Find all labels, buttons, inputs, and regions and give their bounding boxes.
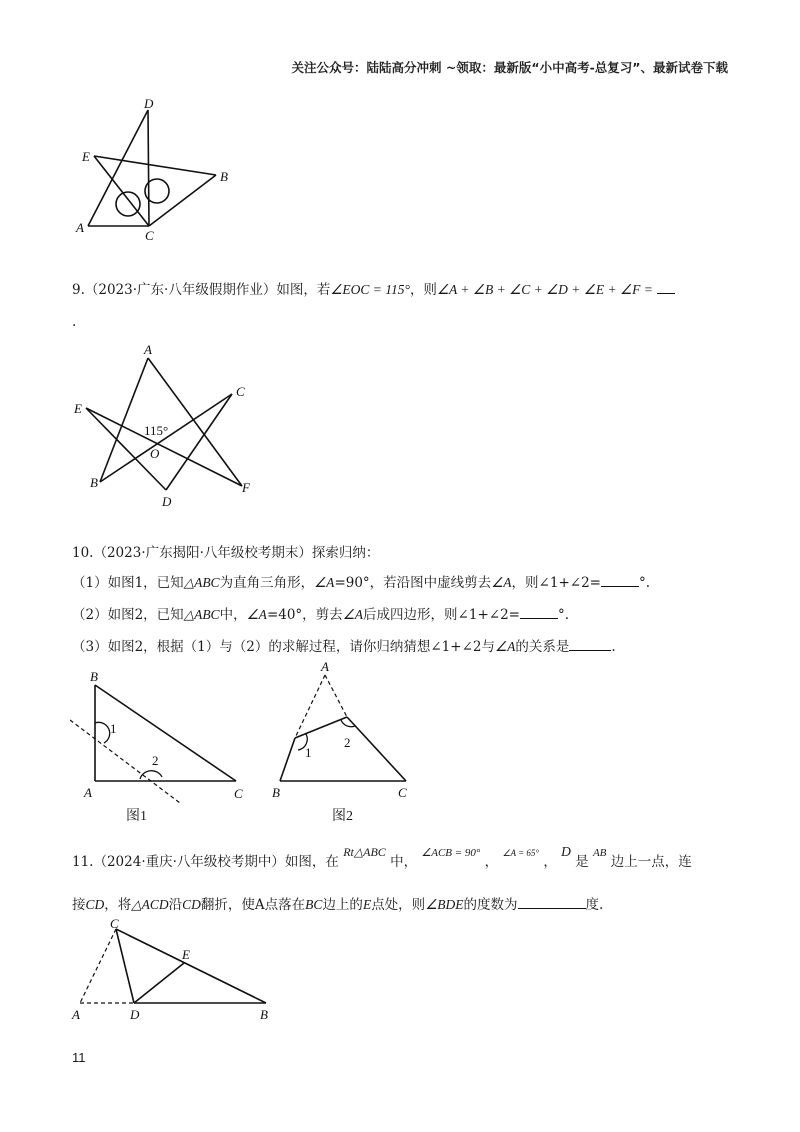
page-header: 关注公众号：陆陆高分冲刺 ~领取：最新版“小中高考-总复习”、最新试卷下载 [291, 60, 728, 75]
figure-q10-1 [70, 665, 270, 815]
label-O: O [150, 446, 160, 461]
angle-number-2: 2 [344, 735, 351, 750]
figure-q10-2-quadrilateral [280, 717, 406, 781]
label-C: C [234, 786, 243, 801]
angle-number-2: 2 [152, 753, 159, 768]
angle-a: ∠A = 65° [502, 848, 540, 858]
answer-blank-11[interactable] [518, 896, 586, 909]
figure-q8 [70, 98, 270, 258]
angle-number-1: 1 [305, 745, 312, 760]
label-A: A [321, 659, 329, 674]
question-9: 9.（2023·广东·八年级假期作业）如图，若∠EOC = 115°，则∠A + ∠B + ∠C + ∠D + ∠E + ∠F = [72, 278, 675, 298]
figure-q11-lines [116, 929, 266, 1003]
label-B: B [90, 669, 98, 684]
angle-number-1: 1 [110, 721, 117, 736]
label-B: B [90, 475, 98, 490]
question-11-line-2: 接CD，将△ACD沿CD翻折，使A点落在BC边上的E点处，则∠BDE的度数为 度. [72, 897, 604, 913]
page-number: 11 [72, 1050, 86, 1065]
label-F: F [242, 480, 250, 495]
label-B: B [220, 169, 228, 184]
label-C: C [110, 916, 119, 931]
figure-q11 [70, 915, 290, 1025]
label-C: C [398, 785, 407, 800]
label-A: A [76, 220, 84, 235]
label-E: E [82, 149, 90, 164]
question-10-part-1: （1）如图1，已知△ABC为直角三角形，∠A=90°，若沿图中虚线剪去∠A，则∠1+∠2= °. [72, 575, 651, 591]
question-10-title: 10.（2023·广东揭阳·八年级校考期末）探索归纳： [72, 545, 380, 561]
label-A: A [84, 785, 92, 800]
label-B: B [260, 1007, 268, 1022]
label-C: C [145, 228, 154, 243]
answer-blank-10-3[interactable] [569, 638, 611, 651]
given-angle: ∠EOC = 115° [330, 282, 410, 297]
question-11-line-1: 11.（2024·重庆·八年级校考期中）如图，在 Rt△ABC 中， $^{\angle ACB = 90^\circ}$ ， $^{\angle A = 65^\circ}$ ， D 是 $^{AB}$ 边上一点，连 [72, 844, 692, 870]
dashed-right [325, 675, 347, 717]
angle-sum-expression: ∠A + ∠B + ∠C + ∠D + ∠E + ∠F = [436, 282, 653, 297]
label-E: E [182, 947, 190, 962]
label-D: D [130, 1007, 140, 1022]
answer-blank-10-2[interactable] [520, 606, 558, 619]
label-D: D [144, 98, 154, 111]
figure-q10-2 [268, 655, 438, 815]
question-10-part-2: （2）如图2，已知△ABC中，∠A=40°，剪去∠A后成四边形，则∠1+∠2= °. [72, 607, 570, 623]
label-C: C [236, 384, 245, 399]
figure-2-caption: 图2 [332, 809, 353, 824]
question-9-end: . [72, 314, 77, 330]
rt-triangle: Rt△ABC [343, 845, 386, 859]
label-E: E [74, 401, 82, 416]
label-B: B [272, 785, 280, 800]
label-A: A [72, 1007, 80, 1022]
label-A: A [144, 342, 152, 357]
label-D: D [162, 494, 172, 509]
answer-blank-10-1[interactable] [601, 574, 639, 587]
angle-label-115: 115° [144, 423, 169, 438]
figure-1-caption: 图1 [126, 809, 147, 824]
question-10-part-3: （3）如图2，根据（1）与（2）的求解过程，请你归纳猜想∠1+∠2与∠A的关系是 . [72, 639, 616, 655]
figure-q8-lines [88, 110, 216, 226]
dashed-ca [80, 929, 116, 1003]
angle-arc-1 [95, 722, 110, 743]
figure-q9 [70, 340, 270, 510]
angle-acb: ∠ACB = 90° [421, 847, 481, 859]
answer-blank-9[interactable] [657, 281, 675, 294]
